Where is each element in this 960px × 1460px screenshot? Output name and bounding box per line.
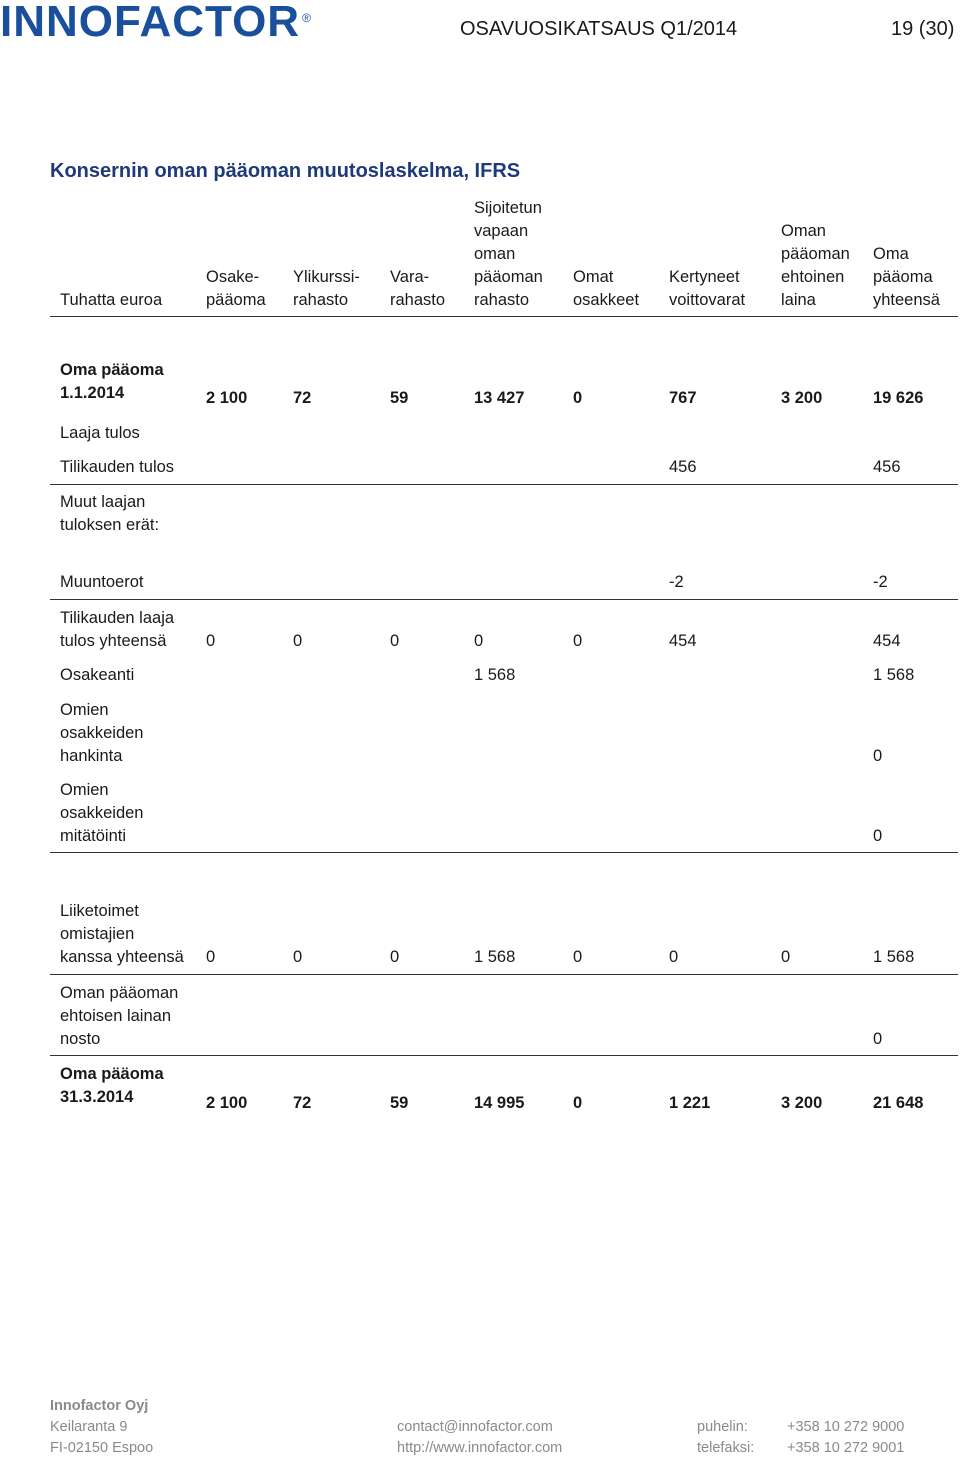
row-label-share-issue: Osakeanti: [60, 666, 135, 684]
row-rule: [50, 852, 958, 853]
col-head-tuhatta-euroa: Tuhatta euroa: [60, 291, 163, 309]
cell: 456: [873, 458, 901, 476]
cell: 59: [390, 389, 409, 407]
footer-web-link[interactable]: http://www.innofactor.com: [397, 1440, 563, 1456]
cell: 0: [573, 948, 583, 966]
footer-phone-label: puhelin:: [697, 1419, 748, 1435]
footer-postal: FI-02150 Espoo: [50, 1440, 154, 1456]
footer-company: Innofactor Oyj: [50, 1398, 149, 1414]
cell: 19 626: [873, 389, 924, 407]
cell: 0: [573, 632, 583, 650]
cell: 0: [390, 948, 400, 966]
col-head-osakepaaoma: Osake- pääoma: [206, 268, 266, 309]
row-rule: [50, 599, 958, 600]
cell: 14 995: [474, 1094, 525, 1112]
cell: 1 221: [669, 1094, 711, 1112]
cell: 1 568: [474, 948, 516, 966]
footer-email-link[interactable]: contact@innofactor.com: [397, 1419, 553, 1435]
row-label-period-result: Tilikauden tulos: [60, 458, 175, 476]
page-number: 19 (30): [891, 18, 955, 40]
document-title: OSAVUOSIKATSAUS Q1/2014: [460, 18, 738, 40]
row-label-hybrid-loan: Oman pääoman ehtoisen lainan nosto: [60, 984, 179, 1048]
cell: 767: [669, 389, 697, 407]
cell: 0: [293, 948, 303, 966]
cell: 0: [573, 389, 583, 407]
cell: 0: [669, 948, 679, 966]
row-label-treasury-purchase: Omien osakkeiden hankinta: [60, 701, 144, 765]
row-label-comprehensive: Laaja tulos: [60, 424, 140, 442]
cell: 1 568: [873, 666, 915, 684]
row-label-total-comprehensive: Tilikauden laaja tulos yhteensä: [60, 609, 175, 650]
footer-fax: +358 10 272 9001: [787, 1440, 905, 1456]
col-head-hybridilaina: Oman pääoman ehtoinen laina: [781, 222, 850, 309]
company-logo: INNOFACTOR ®: [0, 0, 312, 46]
cell: 72: [293, 1094, 312, 1112]
cell: 0: [873, 747, 883, 765]
cell: 0: [873, 1030, 883, 1048]
row-label-owner-transactions: Liiketoimet omistajien kanssa yhteensä: [60, 902, 184, 966]
cell: 13 427: [474, 389, 525, 407]
cell: 1 568: [873, 948, 915, 966]
footer-street: Keilaranta 9: [50, 1419, 128, 1435]
col-head-ylikurssirahasto: Ylikurssi- rahasto: [293, 268, 360, 309]
cell: 454: [669, 632, 697, 650]
cell: 1 568: [474, 666, 516, 684]
cell: 72: [293, 389, 312, 407]
cell: 0: [781, 948, 791, 966]
cell: -2: [669, 573, 684, 591]
cell: 59: [390, 1094, 409, 1112]
col-head-omat-osakkeet: Omat osakkeet: [573, 268, 640, 309]
cell: 21 648: [873, 1094, 924, 1112]
col-head-kertyneet-voittovarat: Kertyneet voittovarat: [669, 268, 746, 309]
cell: 0: [206, 948, 216, 966]
cell: 3 200: [781, 1094, 823, 1112]
col-head-yhteensa: Oma pääoma yhteensä: [873, 245, 940, 309]
row-rule: [50, 484, 958, 485]
row-label-treasury-cancel: Omien osakkeiden mitätöinti: [60, 781, 144, 845]
cell: 0: [873, 827, 883, 845]
cell: 0: [206, 632, 216, 650]
row-label-other-items: Muut laajan tuloksen erät:: [60, 493, 160, 534]
row-rule: [50, 974, 958, 975]
cell: 3 200: [781, 389, 823, 407]
col-head-svop: Sijoitetun vapaan oman pääoman rahasto: [474, 199, 543, 309]
row-label-closing: Oma pääoma 31.3.2014: [60, 1065, 164, 1106]
cell: -2: [873, 573, 888, 591]
footer-fax-label: telefaksi:: [697, 1440, 755, 1456]
cell: 0: [474, 632, 484, 650]
row-label-opening: Oma pääoma 1.1.2014: [60, 361, 164, 402]
row-rule: [50, 1055, 958, 1056]
section-title: Konsernin oman pääoman muutoslaskelma, IFRS: [50, 160, 521, 182]
cell: 2 100: [206, 389, 248, 407]
footer-phone: +358 10 272 9000: [787, 1419, 905, 1435]
col-head-vararahasto: Vara- rahasto: [390, 268, 446, 309]
cell: 454: [873, 632, 901, 650]
cell: 456: [669, 458, 697, 476]
header-rule: [50, 316, 958, 317]
cell: 0: [293, 632, 303, 650]
cell: 2 100: [206, 1094, 248, 1112]
row-label-translation: Muuntoerot: [60, 573, 144, 591]
cell: 0: [390, 632, 400, 650]
cell: 0: [573, 1094, 583, 1112]
